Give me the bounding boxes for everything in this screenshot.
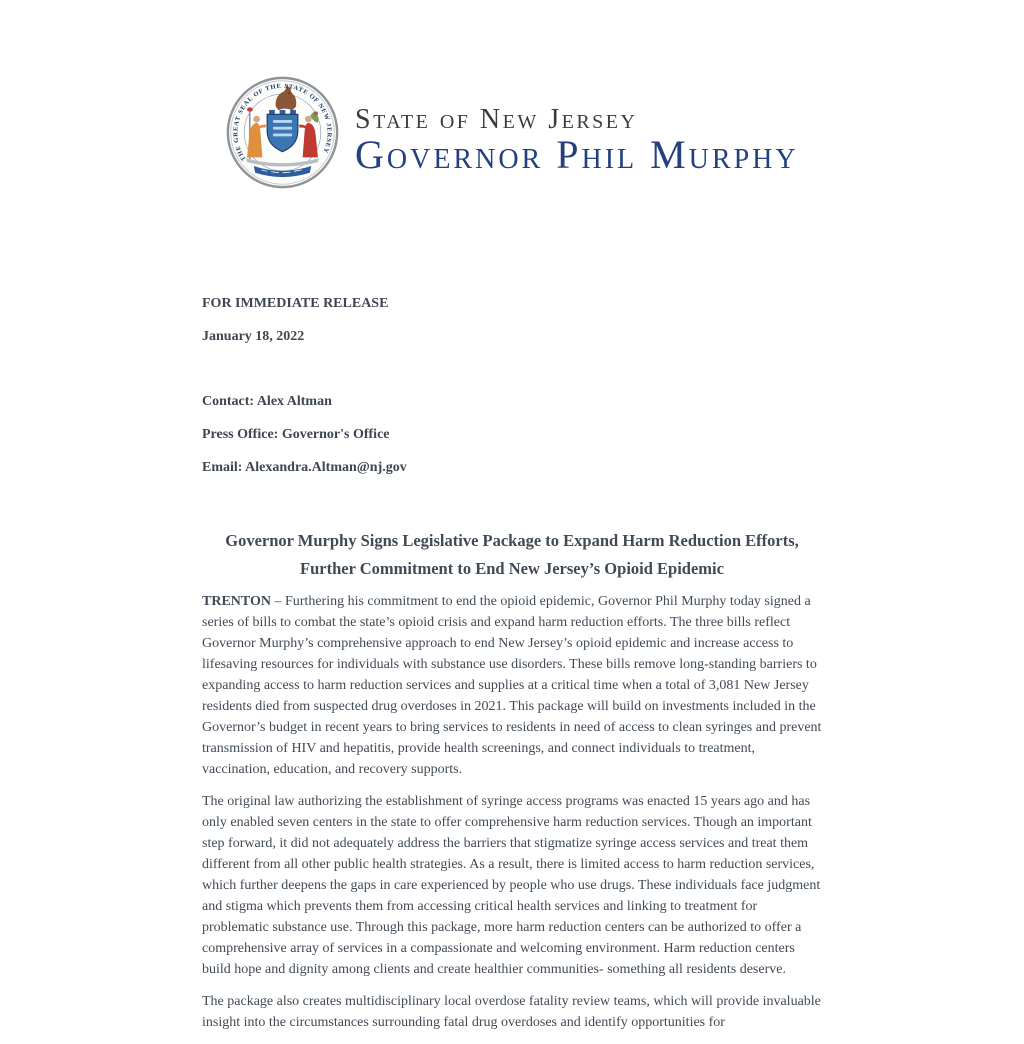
headline: Governor Murphy Signs Legislative Package to Expand Harm Reduction Efforts, Further Commitment to End New Jersey’s Opioid Epidemic: [225, 531, 799, 578]
paragraph-1: [202, 591, 822, 780]
email-line: Email: Alexandra.Altman@nj.gov: [202, 460, 407, 475]
paragraph-2: The original law authorizing the establishment of syringe access programs was enacted 15 years ago and has only enabled seven centers in the state to offer comprehensive harm reduction services. Though an important step forward, it did not adequately address the barriers that stigmatize syringe access services and treat them different from all other public health strategies. As a result, there is limited access to harm reduction services, which further deepens the gaps in care experienced by people who use drugs. These individuals face judgment and stigma which prevents them from accessing critical health services and linking to treatment for problematic substance use. Through this package, more harm reduction centers can be authorized to offer a comprehensive array of services in a compassionate and welcoming environment. Harm reduction centers build hope and dignity among clients and create healthier communities- something all residents deserve.: [202, 794, 821, 977]
nj-governor-logo: [225, 72, 825, 192]
logo-wordmark: [355, 104, 799, 177]
seal-ring-text: THE GREAT SEAL OF THE STATE OF NEW JERSEY: [232, 82, 333, 163]
release-type-label: FOR IMMEDIATE RELEASE: [202, 296, 389, 311]
logo-state-line: State of New Jersey: [355, 104, 638, 135]
dateline: TRENTON: [202, 594, 271, 609]
nj-state-seal-icon: [225, 74, 340, 191]
seal-torse: [269, 110, 296, 114]
press-release-body: [202, 293, 822, 1044]
press-office-line: Press Office: Governor's Office: [202, 427, 390, 442]
logo-governor-line: Governor Phil Murphy: [355, 132, 799, 177]
contact-line: Contact: Alex Altman: [202, 394, 332, 409]
release-date: January 18, 2022: [202, 329, 305, 344]
paragraph-1-text: – Furthering his commitment to end the opioid epidemic, Governor Phil Murphy today signed a series of bills to combat the state’s opioid crisis and expand harm reduction efforts. The three bills reflect Governor Murphy’s comprehensive approach to end New Jersey’s opioid epidemic and increase access to lifesaving resources for individuals with substance use disorders. These bills remove long-standing barriers to expanding access to harm reduction services and supplies at a critical time when a total of 3,081 New Jersey residents died from suspected drug overdoses in 2021. This package will build on investments included in the Governor’s budget in recent years to bring services to residents in need of access to clean syringes and prevent transmission of HIV and hepatitis, provide health screenings, and connect individuals to treatment, vaccination, education, and recovery supports.: [202, 594, 822, 777]
paragraph-3: The package also creates multidisciplinary local overdose fatality review teams, which will provide invaluable insight into the circumstances surrounding fatal drug overdoses and identify opportunities for: [202, 994, 821, 1030]
